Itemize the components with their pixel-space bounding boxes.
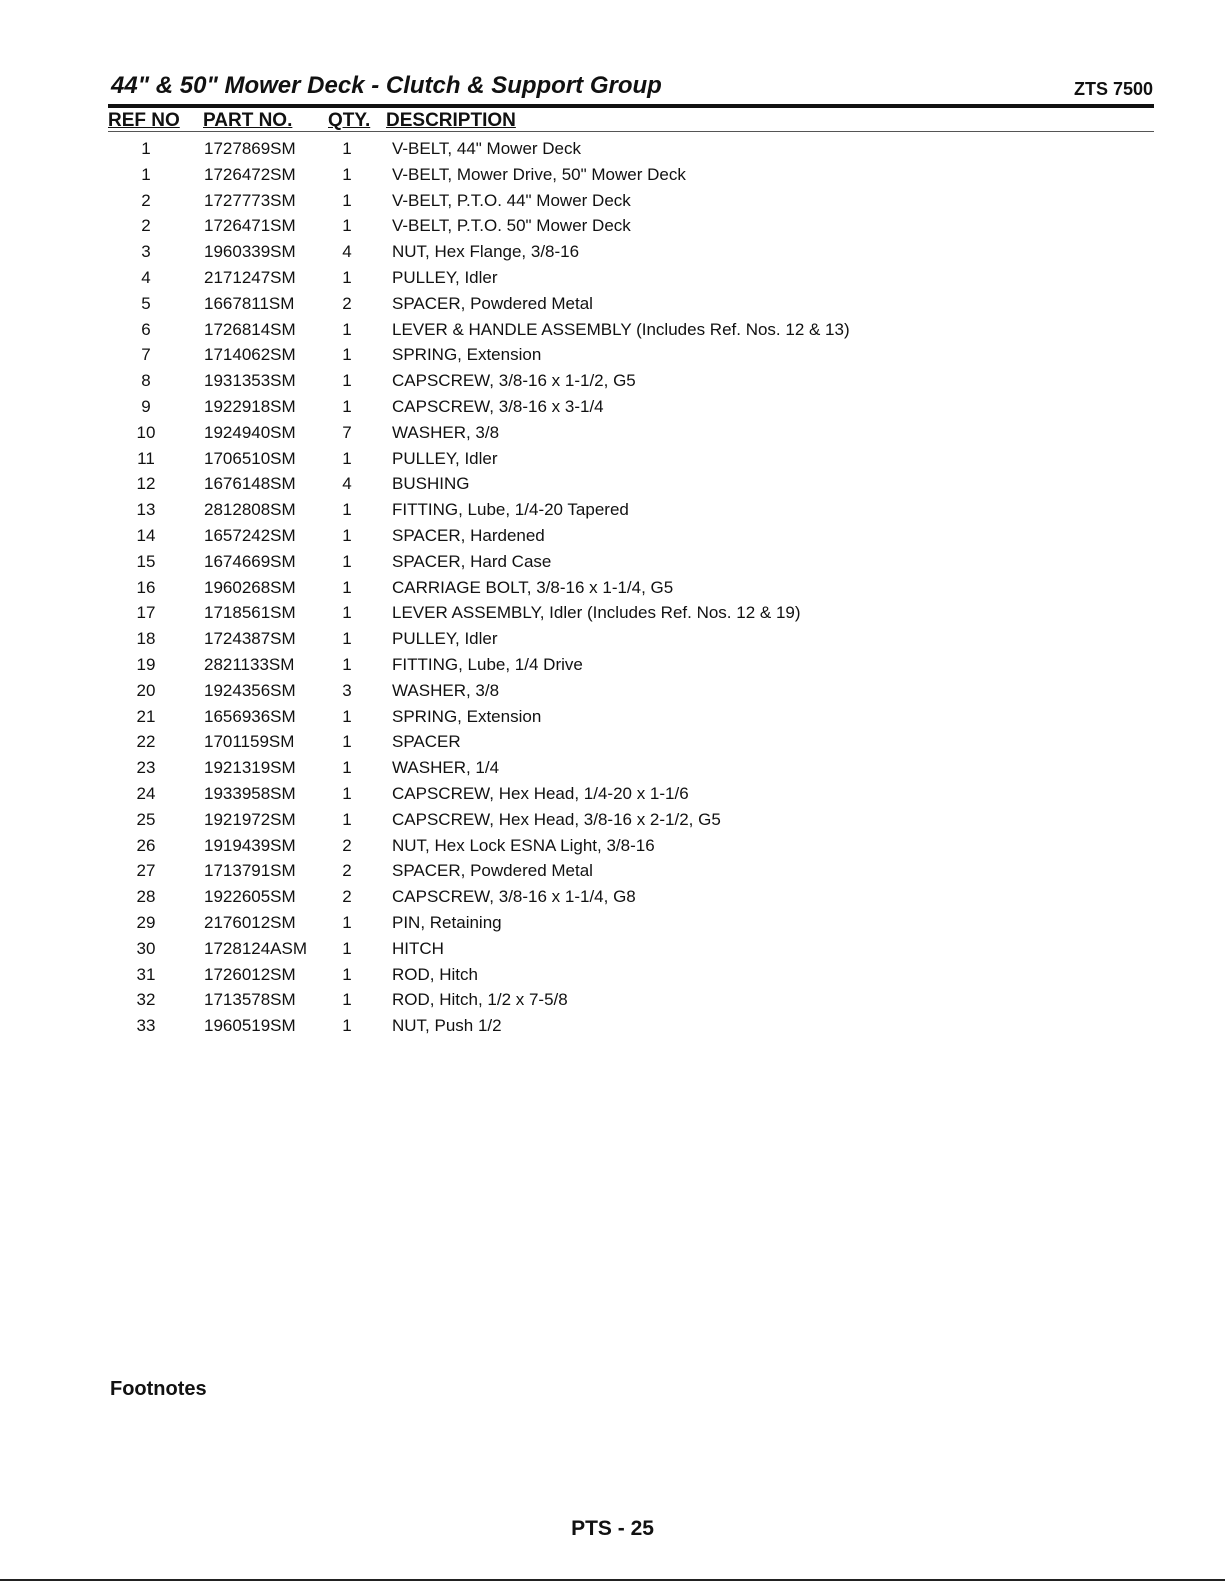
cell-qty: 1	[342, 500, 352, 520]
table-header	[108, 109, 1154, 132]
cell-ref-no: 15	[136, 551, 156, 571]
cell-ref-no: 13	[136, 500, 156, 520]
cell-part-no: 1726814SM	[204, 319, 296, 339]
cell-part-no: 1701159SM	[204, 732, 295, 752]
cell-description: SPACER, Hardened	[392, 525, 545, 545]
cell-description: CARRIAGE BOLT, 3/8-16 x 1-1/4, G5	[392, 577, 674, 597]
cell-ref-no: 27	[136, 861, 156, 881]
cell-description: HITCH	[392, 938, 444, 958]
cell-qty: 1	[342, 577, 352, 597]
header-qty: QTY.	[328, 110, 371, 131]
cell-qty: 7	[342, 422, 352, 442]
table-row	[0, 216, 1225, 242]
cell-qty: 4	[342, 474, 352, 494]
cell-part-no: 2821133SM	[204, 654, 295, 674]
cell-qty: 1	[342, 525, 352, 545]
table-row	[0, 810, 1225, 836]
cell-part-no: 1921319SM	[204, 758, 296, 778]
cell-ref-no: 9	[141, 396, 151, 416]
cell-qty: 1	[342, 732, 352, 752]
cell-part-no: 1726471SM	[204, 216, 296, 236]
cell-ref-no: 25	[136, 809, 156, 829]
cell-part-no: 1924940SM	[204, 422, 296, 442]
cell-qty: 1	[342, 809, 352, 829]
cell-part-no: 1960339SM	[204, 242, 296, 262]
cell-description: CAPSCREW, Hex Head, 1/4-20 x 1-1/6	[392, 783, 689, 803]
cell-part-no: 1713578SM	[204, 990, 296, 1010]
table-row	[0, 423, 1225, 449]
parts-table-body	[0, 139, 1225, 1042]
cell-part-no: 1656936SM	[204, 706, 296, 726]
header-description: DESCRIPTION	[386, 110, 516, 131]
table-row	[0, 345, 1225, 371]
cell-ref-no: 12	[136, 474, 156, 494]
table-row	[0, 526, 1225, 552]
table-row	[0, 836, 1225, 862]
cell-description: PULLEY, Idler	[392, 629, 498, 649]
cell-ref-no: 20	[136, 680, 156, 700]
table-row	[0, 1016, 1225, 1042]
cell-description: PIN, Retaining	[392, 912, 502, 932]
cell-part-no: 1728124ASM	[204, 938, 308, 958]
cell-qty: 2	[342, 293, 352, 313]
page-title: 44" & 50" Mower Deck - Clutch & Support Group	[111, 72, 662, 99]
cell-part-no: 1726472SM	[204, 164, 296, 184]
cell-ref-no: 18	[136, 629, 156, 649]
cell-ref-no: 17	[136, 603, 156, 623]
cell-ref-no: 32	[136, 990, 156, 1010]
cell-part-no: 1714062SM	[204, 345, 296, 365]
cell-qty: 2	[342, 835, 352, 855]
cell-part-no: 1960519SM	[204, 1016, 296, 1036]
table-row	[0, 707, 1225, 733]
cell-ref-no: 8	[141, 371, 151, 391]
cell-qty: 1	[342, 190, 352, 210]
cell-qty: 1	[342, 139, 352, 158]
cell-ref-no: 30	[136, 938, 156, 958]
cell-ref-no: 1	[141, 164, 151, 184]
cell-ref-no: 5	[141, 293, 151, 313]
cell-description: BUSHING	[392, 474, 470, 494]
cell-ref-no: 10	[136, 422, 156, 442]
cell-description: LEVER & HANDLE ASSEMBLY (Includes Ref. Nos. 12 & 13)	[392, 319, 850, 339]
cell-qty: 1	[342, 1016, 352, 1036]
footnotes-heading: Footnotes	[110, 1378, 207, 1400]
cell-ref-no: 22	[136, 732, 156, 752]
cell-qty: 1	[342, 912, 352, 932]
table-row	[0, 397, 1225, 423]
table-row	[0, 603, 1225, 629]
cell-qty: 1	[342, 964, 352, 984]
cell-part-no: 1922605SM	[204, 887, 296, 907]
cell-part-no: 1674669SM	[204, 551, 296, 571]
cell-part-no: 1713791SM	[204, 861, 296, 881]
cell-description: SPRING, Extension	[392, 706, 542, 726]
cell-part-no: 1727869SM	[204, 139, 296, 158]
cell-description: SPACER, Hard Case	[392, 551, 552, 571]
cell-ref-no: 14	[136, 525, 156, 545]
page-number: PTS - 25	[571, 1517, 654, 1540]
table-row	[0, 578, 1225, 604]
cell-description: WASHER, 1/4	[392, 758, 500, 778]
cell-qty: 3	[342, 680, 352, 700]
table-row	[0, 990, 1225, 1016]
cell-qty: 1	[342, 654, 352, 674]
header-ref-no: REF NO	[108, 110, 180, 131]
cell-part-no: 1922918SM	[204, 396, 296, 416]
cell-description: CAPSCREW, 3/8-16 x 1-1/2, G5	[392, 371, 636, 391]
table-row	[0, 939, 1225, 965]
bottom-divider	[0, 1579, 1225, 1581]
cell-ref-no: 1	[141, 139, 151, 158]
table-row	[0, 500, 1225, 526]
cell-ref-no: 23	[136, 758, 156, 778]
cell-description: SPRING, Extension	[392, 345, 542, 365]
cell-description: V-BELT, Mower Drive, 50" Mower Deck	[392, 164, 686, 184]
table-row	[0, 655, 1225, 681]
table-row	[0, 165, 1225, 191]
table-row	[0, 913, 1225, 939]
table-row	[0, 294, 1225, 320]
cell-qty: 1	[342, 371, 352, 391]
table-row	[0, 139, 1225, 165]
cell-ref-no: 3	[141, 242, 151, 262]
cell-part-no: 2812808SM	[204, 500, 296, 520]
cell-qty: 1	[342, 603, 352, 623]
table-row	[0, 861, 1225, 887]
cell-part-no: 1676148SM	[204, 474, 296, 494]
cell-part-no: 1919439SM	[204, 835, 296, 855]
cell-part-no: 1657242SM	[204, 525, 296, 545]
cell-ref-no: 26	[136, 835, 156, 855]
table-row	[0, 371, 1225, 397]
cell-ref-no: 11	[137, 448, 155, 468]
table-row	[0, 758, 1225, 784]
cell-part-no: 1718561SM	[204, 603, 296, 623]
cell-ref-no: 24	[136, 783, 156, 803]
cell-qty: 1	[342, 990, 352, 1010]
model-name: ZTS 7500	[1073, 79, 1153, 99]
cell-qty: 1	[342, 267, 352, 287]
table-row	[0, 242, 1225, 268]
cell-qty: 1	[342, 758, 352, 778]
table-row	[0, 191, 1225, 217]
table-row	[0, 732, 1225, 758]
cell-part-no: 1724387SM	[204, 629, 296, 649]
table-row	[0, 887, 1225, 913]
cell-qty: 1	[342, 551, 352, 571]
cell-ref-no: 16	[136, 577, 156, 597]
cell-description: WASHER, 3/8	[392, 680, 500, 700]
table-row	[0, 784, 1225, 810]
cell-qty: 4	[342, 242, 352, 262]
cell-part-no: 1706510SM	[204, 448, 296, 468]
cell-description: ROD, Hitch	[392, 964, 478, 984]
cell-ref-no: 7	[141, 345, 151, 365]
cell-ref-no: 19	[136, 654, 156, 674]
cell-description: NUT, Hex Flange, 3/8-16	[392, 242, 580, 262]
cell-qty: 1	[342, 216, 352, 236]
cell-part-no: 1921972SM	[204, 809, 296, 829]
cell-description: PULLEY, Idler	[392, 267, 498, 287]
cell-ref-no: 6	[141, 319, 151, 339]
cell-qty: 1	[342, 706, 352, 726]
cell-qty: 2	[342, 887, 352, 907]
cell-description: CAPSCREW, 3/8-16 x 3-1/4	[392, 396, 604, 416]
table-row	[0, 965, 1225, 991]
cell-part-no: 1727773SM	[204, 190, 296, 210]
cell-ref-no: 21	[136, 706, 156, 726]
cell-description: LEVER ASSEMBLY, Idler (Includes Ref. Nos. 12 & 19)	[392, 603, 801, 623]
cell-description: SPACER, Powdered Metal	[392, 861, 593, 881]
cell-qty: 1	[342, 448, 352, 468]
cell-description: CAPSCREW, 3/8-16 x 1-1/4, G8	[392, 887, 636, 907]
cell-description: SPACER, Powdered Metal	[392, 293, 593, 313]
cell-part-no: 1667811SM	[204, 293, 295, 313]
cell-description: ROD, Hitch, 1/2 x 7-5/8	[392, 990, 568, 1010]
table-row	[0, 474, 1225, 500]
cell-description: PULLEY, Idler	[392, 448, 498, 468]
cell-part-no: 2176012SM	[204, 912, 296, 932]
cell-ref-no: 31	[136, 964, 156, 984]
cell-part-no: 1931353SM	[204, 371, 296, 391]
cell-part-no: 2171247SM	[204, 267, 296, 287]
cell-description: SPACER	[392, 732, 461, 752]
cell-description: FITTING, Lube, 1/4 Drive	[392, 654, 583, 674]
cell-qty: 1	[342, 396, 352, 416]
cell-qty: 1	[342, 783, 352, 803]
table-row	[0, 449, 1225, 475]
cell-description: NUT, Hex Lock ESNA Light, 3/8-16	[392, 835, 655, 855]
cell-ref-no: 2	[141, 216, 151, 236]
cell-description: WASHER, 3/8	[392, 422, 500, 442]
table-row	[0, 629, 1225, 655]
cell-qty: 1	[342, 938, 352, 958]
cell-qty: 1	[342, 164, 352, 184]
cell-part-no: 1924356SM	[204, 680, 296, 700]
cell-part-no: 1960268SM	[204, 577, 296, 597]
cell-qty: 1	[342, 319, 352, 339]
cell-part-no: 1726012SM	[204, 964, 296, 984]
cell-qty: 1	[342, 345, 352, 365]
cell-ref-no: 4	[141, 267, 151, 287]
cell-ref-no: 2	[141, 190, 151, 210]
table-row	[0, 552, 1225, 578]
cell-description: V-BELT, P.T.O. 50" Mower Deck	[392, 216, 631, 236]
cell-description: FITTING, Lube, 1/4-20 Tapered	[392, 500, 629, 520]
cell-part-no: 1933958SM	[204, 783, 296, 803]
table-row	[0, 320, 1225, 346]
title-divider	[108, 104, 1154, 108]
table-row	[0, 268, 1225, 294]
cell-description: NUT, Push 1/2	[392, 1016, 502, 1036]
header-part-no: PART NO.	[203, 110, 293, 131]
cell-description: V-BELT, 44" Mower Deck	[392, 139, 582, 158]
cell-description: V-BELT, P.T.O. 44" Mower Deck	[392, 190, 631, 210]
cell-qty: 1	[342, 629, 352, 649]
cell-ref-no: 28	[136, 887, 156, 907]
cell-ref-no: 29	[136, 912, 156, 932]
cell-qty: 2	[342, 861, 352, 881]
table-row	[0, 681, 1225, 707]
cell-description: CAPSCREW, Hex Head, 3/8-16 x 2-1/2, G5	[392, 809, 721, 829]
cell-ref-no: 33	[136, 1016, 156, 1036]
